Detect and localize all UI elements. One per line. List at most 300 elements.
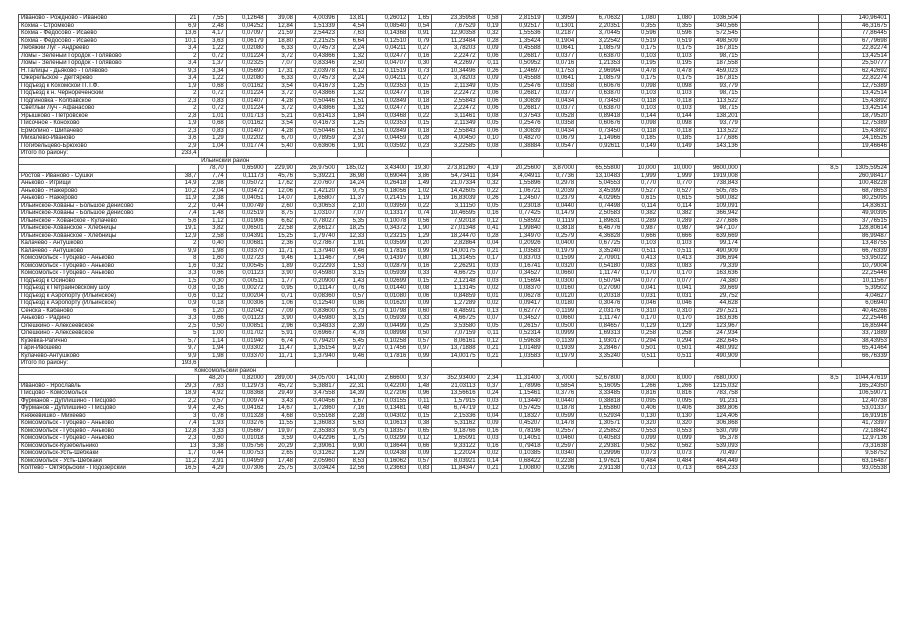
value-cell: 98,715 — [694, 105, 740, 113]
value-cell: 0,72 — [199, 52, 226, 60]
value-cell: 5,16095 — [577, 382, 623, 390]
value-cell: 0,098 — [659, 120, 695, 128]
value-cell: 0,34527 — [501, 270, 543, 278]
road-name-cell: Подгиновка - Колбавское — [19, 97, 176, 105]
value-cell: 0,16 — [478, 427, 501, 435]
value-cell: 0,59638 — [501, 337, 543, 345]
value-cell: 0,1599 — [543, 255, 577, 263]
value-cell: 0,118 — [623, 97, 659, 105]
value-cell: 0,03468 — [367, 112, 409, 120]
value-cell: 7,74 — [199, 172, 226, 180]
value-cell: 2,22472 — [432, 105, 478, 113]
value-cell: 0,2579 — [543, 232, 577, 240]
value-cell: 1,35424 — [501, 37, 543, 45]
value-cell: 3,43 — [266, 397, 295, 405]
value-cell: 0,26817 — [501, 105, 543, 113]
value-cell — [818, 307, 841, 315]
value-cell: 0,50446 — [296, 97, 338, 105]
value-cell: 0,478 — [659, 67, 695, 75]
value-cell — [367, 150, 409, 158]
value-cell: 65,55800 — [577, 165, 623, 173]
value-cell: 0,40583 — [577, 435, 623, 443]
value-cell: 0,02 — [478, 285, 501, 293]
value-cell: 0,02080 — [226, 75, 266, 83]
value-cell: 0,07 — [478, 270, 501, 278]
value-cell: 0,2238 — [543, 457, 577, 465]
value-cell: 490,909 — [694, 352, 740, 360]
value-cell: 273,81260 — [432, 165, 478, 173]
value-cell: 1,29 — [199, 135, 226, 143]
value-cell: 1,01 — [199, 112, 226, 120]
value-cell: 0,84859 — [432, 292, 478, 300]
table-row — [19, 187, 890, 195]
value-cell: 0,04252 — [226, 22, 266, 30]
value-cell: 0,0500 — [543, 322, 577, 330]
value-cell: 0,103 — [659, 240, 695, 248]
value-cell — [818, 337, 841, 345]
value-cell: 0,71 — [266, 292, 295, 300]
value-cell — [818, 277, 841, 285]
value-cell: 0,15694 — [501, 277, 543, 285]
value-cell: 0,13440 — [501, 397, 543, 405]
value-cell: 459,023 — [694, 67, 740, 75]
value-cell: 0,30476 — [577, 300, 623, 308]
value-cell: 12,75389 — [841, 120, 889, 128]
value-cell — [818, 67, 841, 75]
value-cell: 0,02042 — [226, 307, 266, 315]
value-cell: 0,02080 — [226, 45, 266, 53]
road-name-cell: Комсомольск - Губцево - Аньково — [19, 435, 176, 443]
value-cell: 7,4 — [176, 210, 199, 218]
value-cell: 2,9 — [176, 142, 199, 150]
value-cell: 5,39221 — [296, 172, 338, 180]
table-row — [19, 97, 890, 105]
value-cell: 2 — [176, 240, 199, 248]
value-cell: 0,02202 — [226, 135, 266, 143]
value-cell — [818, 465, 841, 473]
table-row — [19, 120, 890, 128]
value-cell — [740, 247, 818, 255]
value-cell: 21,07334 — [432, 180, 478, 188]
value-cell: 66,76339 — [841, 352, 889, 360]
value-cell: 1,97621 — [577, 457, 623, 465]
value-cell: 0,501 — [659, 345, 695, 353]
value-cell: 0,07097 — [226, 30, 266, 38]
value-cell: 0,08998 — [367, 330, 409, 338]
value-cell: 5,63 — [337, 420, 366, 428]
value-cell: 0,42296 — [296, 435, 338, 443]
value-cell: 0,01906 — [226, 217, 266, 225]
value-cell: 1,14 — [199, 337, 226, 345]
value-cell: 0,10798 — [367, 307, 409, 315]
value-cell: 14,42605 — [432, 187, 478, 195]
value-cell: 5,73 — [337, 307, 366, 315]
value-cell: 0,37543 — [501, 112, 543, 120]
value-cell: 0,43866 — [296, 105, 338, 113]
value-cell — [740, 262, 818, 270]
table-row — [19, 240, 890, 248]
value-cell: 0,14 — [478, 457, 501, 465]
value-cell: 21,03113 — [432, 382, 478, 390]
value-cell: 0,66 — [199, 270, 226, 278]
value-cell: 9,33122 — [432, 442, 478, 450]
value-cell: 24,16526 — [841, 135, 889, 143]
value-cell — [740, 322, 818, 330]
value-cell: 0,103 — [623, 105, 659, 113]
value-cell: 0,00545 — [226, 262, 266, 270]
value-cell — [818, 405, 841, 413]
value-cell: 6,70632 — [577, 15, 623, 23]
value-cell: 0,0599 — [543, 412, 577, 420]
value-cell: 0,103 — [659, 105, 695, 113]
value-cell — [818, 15, 841, 23]
value-cell — [478, 360, 501, 368]
road-name-cell: Михалево-Иваново — [19, 135, 176, 143]
value-cell: 0,65900 — [226, 165, 266, 173]
value-cell: 0,92517 — [501, 22, 543, 30]
value-cell: 306,868 — [694, 420, 740, 428]
road-name-cell: Аньково - Нажерово — [19, 195, 176, 203]
value-cell — [740, 352, 818, 360]
value-cell: 0,50 — [409, 330, 432, 338]
value-cell — [740, 82, 818, 90]
value-cell: 1,29 — [337, 450, 366, 458]
value-cell: 7,07 — [337, 210, 366, 218]
value-cell: 18,79520 — [841, 112, 889, 120]
value-cell: 100,48228 — [841, 180, 889, 188]
value-cell — [818, 285, 841, 293]
value-cell: 0,69667 — [296, 330, 338, 338]
value-cell: 0,175 — [623, 45, 659, 53]
value-cell — [432, 150, 478, 158]
value-cell: 2,91 — [199, 457, 226, 465]
value-cell — [818, 420, 841, 428]
value-cell: 0,175 — [659, 45, 695, 53]
value-cell: 0,129 — [659, 322, 695, 330]
value-cell: 19,30 — [409, 165, 432, 173]
value-cell: 0,02353 — [367, 120, 409, 128]
table-row — [19, 465, 890, 473]
value-cell: 95,378 — [694, 435, 740, 443]
value-cell: 36,98 — [337, 172, 366, 180]
value-cell: 0,03155 — [367, 397, 409, 405]
value-cell: 68,78653 — [841, 187, 889, 195]
value-cell — [740, 217, 818, 225]
value-cell: 140,96401 — [841, 15, 889, 23]
value-cell: 0,20 — [409, 240, 432, 248]
value-cell: 8 — [176, 255, 199, 263]
value-cell: 0,05939 — [367, 315, 409, 323]
value-cell: 0,38818 — [577, 397, 623, 405]
value-cell: 1,11747 — [577, 270, 623, 278]
value-cell: 123,967 — [694, 322, 740, 330]
value-cell: 0,098 — [623, 82, 659, 90]
value-cell: 0,527 — [659, 187, 695, 195]
value-cell — [740, 277, 818, 285]
value-cell: 9,3 — [176, 67, 199, 75]
value-cell — [740, 375, 818, 383]
value-cell: 128,80614 — [841, 225, 889, 233]
value-cell: 3,70445 — [577, 30, 623, 38]
value-cell: 25,50777 — [841, 60, 889, 68]
value-cell: 93,779 — [694, 120, 740, 128]
value-cell: 0,175 — [659, 75, 695, 83]
value-cell: 0,149 — [623, 142, 659, 150]
value-cell: 0,3776 — [543, 390, 577, 398]
value-cell: 10,000 — [623, 165, 659, 173]
value-cell: 0,57 — [409, 337, 432, 345]
road-name-cell: Ломы - Зеленый Городок - Голявово — [19, 60, 176, 68]
value-cell: 29,49 — [266, 390, 295, 398]
value-cell — [818, 270, 841, 278]
value-cell — [841, 150, 889, 158]
value-cell: 0,97 — [409, 345, 432, 353]
value-cell: 0,18056 — [367, 187, 409, 195]
value-cell: 12,75389 — [841, 82, 889, 90]
table-row — [19, 315, 890, 323]
value-cell: 590,082 — [694, 195, 740, 203]
value-cell: 0,28 — [478, 232, 501, 240]
value-cell: 0,2039 — [543, 187, 577, 195]
value-cell: 2,21525 — [296, 37, 338, 45]
value-cell: 0,478 — [623, 67, 659, 75]
road-name-cell: Олешкино - Алексеевское — [19, 330, 176, 338]
value-cell — [694, 360, 740, 368]
value-cell: 70,497 — [694, 450, 740, 458]
value-cell: 0,103 — [623, 52, 659, 60]
value-cell: 0,23215 — [367, 232, 409, 240]
value-cell: 0,098 — [659, 82, 695, 90]
value-cell: 0,12 — [478, 217, 501, 225]
value-cell: 0,103 — [659, 90, 695, 98]
value-cell: 7,64 — [337, 255, 366, 263]
road-name-cell: Ильинское-Хованы - Большое Денисово — [19, 210, 176, 218]
value-cell — [818, 315, 841, 323]
value-cell: 0,20926 — [501, 240, 543, 248]
value-cell: 1,25 — [337, 82, 366, 90]
value-cell: 3,86 — [409, 172, 432, 180]
value-cell: 1,94 — [199, 345, 226, 353]
value-cell: 6,64 — [337, 37, 366, 45]
value-cell: 2,50 — [337, 60, 366, 68]
value-cell: 3,11461 — [432, 112, 478, 120]
road-name-cell: Подъезд к Осиново — [19, 277, 176, 285]
table-row — [19, 142, 890, 150]
value-cell: 2,12148 — [432, 277, 478, 285]
value-cell: 3,6 — [176, 135, 199, 143]
value-cell: 0,45588 — [501, 45, 543, 53]
value-cell: 0,44 — [199, 450, 226, 458]
value-cell: 1,21353 — [577, 60, 623, 68]
value-cell: 0,54180 — [577, 262, 623, 270]
value-cell: 34,05700 — [296, 375, 338, 383]
value-cell — [501, 150, 543, 158]
table-row — [19, 217, 890, 225]
value-cell: 0,60676 — [577, 82, 623, 90]
road-name-cell: Гари-Ивошево — [19, 345, 176, 353]
value-cell: 1,34970 — [501, 232, 543, 240]
value-cell — [818, 135, 841, 143]
value-cell: 0,073 — [623, 450, 659, 458]
value-cell: 2,91138 — [577, 465, 623, 473]
value-cell: 0,83 — [409, 465, 432, 473]
value-cell: 0,596 — [623, 30, 659, 38]
value-cell: 0,66 — [409, 442, 432, 450]
road-name-cell: Комсомольск - Губцево - Аньково — [19, 270, 176, 278]
value-cell: 0,45980 — [296, 315, 338, 323]
value-cell: 11,31455 — [432, 255, 478, 263]
value-cell: 0,04707 — [367, 60, 409, 68]
table-row — [19, 420, 890, 428]
value-cell: 0,1979 — [543, 247, 577, 255]
table-row — [19, 442, 890, 450]
road-name-cell: Ильинское - Хованское - Кулачево — [19, 217, 176, 225]
value-cell: 0,08368 — [226, 390, 266, 398]
value-cell: 5,35 — [337, 217, 366, 225]
value-cell: 3,3 — [176, 270, 199, 278]
value-cell: 1,03583 — [501, 247, 543, 255]
value-cell — [740, 292, 818, 300]
value-cell: 1,19 — [409, 195, 432, 203]
value-cell: 0,89418 — [577, 112, 623, 120]
value-cell: 6,33 — [266, 45, 295, 53]
value-cell: 0,00511 — [226, 277, 266, 285]
value-cell: 0,52314 — [501, 330, 543, 338]
value-cell: 0,09 — [409, 300, 432, 308]
value-cell: 282,645 — [694, 337, 740, 345]
value-cell: 0,02879 — [367, 262, 409, 270]
value-cell: 0,73450 — [577, 127, 623, 135]
value-cell: 0,06 — [478, 90, 501, 98]
value-cell: 0,18 — [409, 127, 432, 135]
value-cell: 0,382 — [623, 210, 659, 218]
value-cell — [478, 150, 501, 158]
road-name-cell: Фурманов - Дуплишино - Писцово — [19, 397, 176, 405]
value-cell: 21 — [176, 15, 199, 23]
value-cell: 0,041 — [623, 285, 659, 293]
value-cell: 0,01224 — [226, 90, 266, 98]
value-cell: 0,18 — [409, 97, 432, 105]
road-name-cell: Комсомольск - Губцево - Аньково — [19, 420, 176, 428]
value-cell: 7,07159 — [432, 330, 478, 338]
table-row — [19, 82, 890, 90]
value-cell: 0,00851 — [226, 322, 266, 330]
value-cell: 165,24350 — [841, 382, 889, 390]
value-cell — [818, 97, 841, 105]
table-body — [19, 15, 890, 473]
value-cell: 79,339 — [694, 262, 740, 270]
value-cell — [740, 112, 818, 120]
value-cell: 0,1979 — [543, 352, 577, 360]
value-cell: 0,095 — [659, 397, 695, 405]
value-cell: 0,6 — [176, 292, 199, 300]
road-name-cell: Ильинское-Хованское - Хлебницы — [19, 225, 176, 233]
value-cell: 11,9 — [176, 195, 199, 203]
value-cell: 0,01123 — [226, 315, 266, 323]
value-cell: 0,05 — [478, 120, 501, 128]
value-cell — [818, 330, 841, 338]
value-cell — [818, 187, 841, 195]
value-cell: 13,42514 — [841, 52, 889, 60]
value-cell — [818, 90, 841, 98]
value-cell — [818, 390, 841, 398]
value-cell — [818, 45, 841, 53]
value-cell: 0,37 — [478, 382, 501, 390]
value-cell: 4,04627 — [841, 292, 889, 300]
value-cell: 0,21 — [478, 465, 501, 473]
value-cell: 0,114 — [623, 202, 659, 210]
value-cell: 7,67529 — [432, 22, 478, 30]
value-cell: 1,22024 — [432, 450, 478, 458]
table-row — [19, 375, 890, 383]
table-row — [19, 307, 890, 315]
value-cell: 0,01123 — [226, 270, 266, 278]
value-cell: 33,71889 — [841, 330, 889, 338]
table-row — [19, 105, 890, 113]
value-cell: 0,43866 — [296, 52, 338, 60]
value-cell: 163,636 — [694, 315, 740, 323]
value-cell: 2,2 — [176, 397, 199, 405]
value-cell: 0,82000 — [226, 375, 266, 383]
value-cell: 0,149 — [659, 142, 695, 150]
value-cell: 0,118 — [659, 97, 695, 105]
value-cell: 20,29 — [266, 442, 295, 450]
value-cell: 1,9 — [176, 120, 199, 128]
value-cell: 7,92018 — [432, 217, 478, 225]
value-cell: 13,42514 — [841, 105, 889, 113]
value-cell: 5,40 — [266, 142, 295, 150]
value-cell: 0,50 — [199, 322, 226, 330]
value-cell: 1,24507 — [501, 195, 543, 203]
value-cell: 4,28 — [266, 127, 295, 135]
value-cell: 1,65807 — [296, 195, 338, 203]
value-cell: 0,10258 — [367, 337, 409, 345]
value-cell: 2,55843 — [432, 97, 478, 105]
value-cell: 0,21 — [478, 345, 501, 353]
value-cell — [818, 450, 841, 458]
value-cell: 1,266 — [623, 382, 659, 390]
value-cell — [577, 360, 623, 368]
value-cell: 0,9 — [176, 300, 199, 308]
value-cell: 16,5 — [176, 465, 199, 473]
value-cell: 1,11467 — [296, 255, 338, 263]
value-cell: 0,27206 — [367, 390, 409, 398]
value-cell: 0,83346 — [296, 60, 338, 68]
value-cell: 0,00681 — [226, 240, 266, 248]
value-cell: 2,54423 — [296, 30, 338, 38]
road-name-cell: Ломы - Зеленый Городок - Голявово — [19, 52, 176, 60]
value-cell: 0,484 — [623, 457, 659, 465]
value-cell: 10,2 — [176, 187, 199, 195]
value-cell: 1,14966 — [577, 135, 623, 143]
road-name-cell: Сенска - Кабаново — [19, 307, 176, 315]
value-cell: 2,3 — [176, 435, 199, 443]
value-cell: 9,46 — [266, 255, 295, 263]
value-cell: 0,34372 — [367, 225, 409, 233]
value-cell: 1,266 — [659, 382, 695, 390]
value-cell: 0,083 — [659, 262, 695, 270]
value-cell: 0,0358 — [543, 82, 577, 90]
value-cell — [740, 97, 818, 105]
value-cell: 0,713 — [623, 465, 659, 473]
value-cell: 2,96 — [266, 322, 295, 330]
value-cell: 4,19 — [478, 165, 501, 173]
value-cell: 0,38 — [409, 420, 432, 428]
value-cell: 0,67725 — [577, 240, 623, 248]
table-row — [19, 255, 890, 263]
value-cell: 0,099 — [659, 435, 695, 443]
value-cell: 4,22697 — [432, 60, 478, 68]
